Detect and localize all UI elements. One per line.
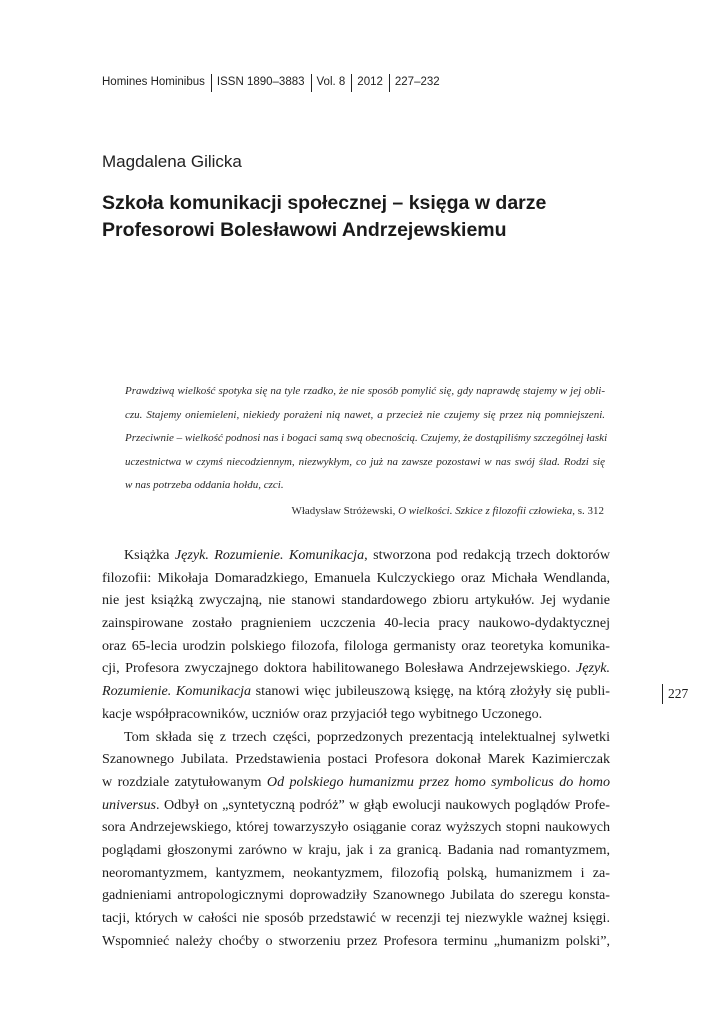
epigraph-attribution (291, 505, 604, 517)
body-line: sora Andrzejewskiego, której towarzyszyło osiąganie coraz wyższych stopni naukowych (102, 819, 610, 836)
epigraph-line: w nas potrzeba oddania hołdu, czci. (125, 479, 284, 492)
epigraph-line: Przeciwnie – wielkość podnosi nas i bogaci samą swą obecnością. Czujemy, że dostąpiliśmy szczególnej łaski (125, 432, 608, 445)
body-line: Szanownego Jubilata. Przedstawienia postaci Profesora dokonał Marek Kazimierczak (102, 751, 610, 768)
body-line: nie jest książką zwyczajną, nie stanowi standardowego zbioru artykułów. Jej wydanie (102, 592, 610, 609)
article-body (102, 544, 610, 952)
epigraph-line: uczestnictwa w czymś niecodziennym, niezwykłym, co już na zawsze pozostawi w nas swój ślad. Rodzi się (125, 455, 605, 468)
page-number-bar (662, 684, 663, 704)
title-line: Szkoła komunikacji społecznej – księga w darze (102, 192, 547, 214)
year: 2012 (357, 76, 383, 88)
body-line: filozofii: Mikołaja Domaradzkiego, Emanuela Kulczyckiego oraz Michała Wendlanda, (102, 569, 610, 586)
header-separator (351, 74, 352, 92)
running-header (102, 73, 440, 91)
body-line: neoromantyzmem, kantyzmem, neokantyzmem, filozofią polską, humanizmem i za- (102, 864, 610, 881)
epigraph-line: czu. Stajemy oniemieleni, niekiedy porażeni nią nawet, a przecież nie czujemy się przez nią pomniejszeni. (125, 408, 605, 421)
page-range: 227–232 (394, 76, 440, 88)
header-separator (389, 74, 390, 92)
body-line: poglądami głoszonymi zarówno w kraju, jak i za granicą. Badania nad romantyzmem, (102, 841, 610, 858)
header-separator (211, 74, 212, 92)
page-number-text: 227 (668, 686, 689, 701)
body-line: Rozumienie. Komunikacja stanowi więc jubileuszową księgę, na którą złożyły się publi- (102, 683, 610, 700)
body-line: Tom składa się z trzech części, poprzedzonych prezentacją intelektualnej sylwetki (124, 728, 610, 745)
attribution-page: , s. 312 (572, 505, 604, 517)
title-line: Profesorowi Bolesławowi Andrzejewskiemu (102, 219, 507, 241)
attribution-work: O wielkości. Szkice z filozofii człowieka (398, 505, 573, 517)
body-line: gadnieniami antropologicznymi doprowadziły Szanownego Jubilata do szeregu konsta- (102, 887, 610, 904)
body-line: cji, Profesora zwyczajnego doktora habilitowanego Bolesława Andrzejewskiego. Język. (102, 660, 610, 677)
page-number (662, 684, 688, 704)
epigraph-line: Prawdziwą wielkość spotyka się na tyle rzadko, że nie sposób pomylić się, gdy naprawdę stajemy w jej obli- (125, 385, 605, 397)
body-line: tacji, których w całości nie sposób przedstawić w recenzji tej niezwykle ważnej księgi. (102, 910, 610, 926)
body-line: w rozdziale zatytułowanym Od polskiego humanizmu przez homo symbolicus do homo (102, 773, 610, 790)
header-separator (311, 74, 312, 92)
body-line: Książka Język. Rozumienie. Komunikacja, stworzona pod redakcją trzech doktorów (124, 547, 611, 563)
body-line: kacje współpracowników, uczniów oraz przyjaciół tego wybitnego Uczonego. (102, 705, 543, 722)
body-line: zainspirowane zostało pragnieniem uczczenia 40-lecia pracy naukowo-dydaktycznej (102, 615, 610, 632)
journal-name: Homines Hominibus (102, 76, 205, 88)
volume: Vol. 8 (316, 76, 346, 88)
article-author: Magdalena Gilicka (102, 152, 242, 171)
issn: ISSN 1890–3883 (216, 76, 305, 88)
body-line: oraz 65-lecia urodzin polskiego filozofa, filologa germanisty oraz teoretyka komunika- (102, 637, 610, 654)
body-line: universus. Odbył on „syntetyczną podróż” w głąb ewolucji naukowych poglądów Profe- (102, 796, 610, 813)
epigraph (125, 380, 608, 498)
article-title (102, 190, 622, 244)
attribution-author: Władysław Stróżewski, (291, 505, 399, 517)
body-line: Wspomnieć należy choćby o stworzeniu przez Profesora terminu „humanizm polski”, (102, 932, 610, 949)
